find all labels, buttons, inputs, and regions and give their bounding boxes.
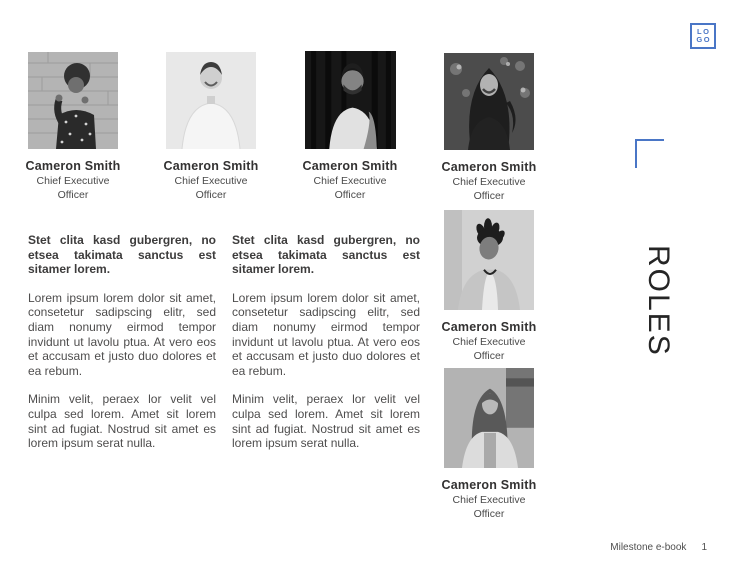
page-footer [610,542,707,553]
man-smiling-white-shirt-illustration [166,52,256,149]
woman-long-hair-light-jacket-illustration [444,368,534,468]
member-role: Chief Executive Officer [313,175,387,201]
member-role: Chief Executive Officer [174,175,248,201]
member-caption [283,159,417,202]
member-role: Chief Executive Officer [452,336,526,362]
body-paragraph: Lorem ipsum lorem dolor sit amet, consetetur sadipscing elitr, sed diam nonumy eirmod tempor invidunt ut lavolu ptua. At vero eos et accusam et justo duo dolores et ea rebum. [232,290,420,378]
team-member-card [441,210,537,363]
logo-line-1: LO [697,26,711,36]
section-title-roles: ROLES [642,245,675,357]
body-paragraph: Minim velit, peraex lor velit vel culpa sed lorem. Amet sit lorem sint ad fugiat. Nostrud sit amet es lorem ipsum serat nulla. [28,392,216,451]
woman-afro-brick-wall-illustration [28,52,118,149]
member-caption [6,159,140,202]
member-name: Cameron Smith [441,320,537,334]
body-paragraph: Lorem ipsum lorem dolor sit amet, consetetur sadipscing elitr, sed diam nonumy eirmod tempor invidunt ut lavolu ptua. At vero eos et accusam et justo duo dolores et ea rebum. [28,290,216,378]
portrait-photo [166,52,256,149]
member-name: Cameron Smith [302,159,398,173]
text-column-2 [232,233,420,465]
team-member-card [441,53,537,203]
team-member-card [25,52,121,202]
portrait-photo [305,51,396,149]
team-member-card [163,52,259,202]
portrait-photo [444,53,534,150]
lead-paragraph: Stet clita kasd gubergren, no etsea takimata sanctus est sitamer lorem. [232,233,420,277]
portrait-photo [444,210,534,310]
member-caption [144,159,278,202]
member-name: Cameron Smith [441,478,537,492]
corner-bracket-decoration [635,139,664,168]
member-role: Chief Executive Officer [36,175,110,201]
team-member-card [441,368,537,521]
lead-paragraph: Stet clita kasd gubergren, no etsea takimata sanctus est sitamer lorem. [28,233,216,277]
footer-page-number: 1 [701,542,707,553]
member-role: Chief Executive Officer [452,176,526,202]
smiling-woman-dark-top-illustration [444,53,534,150]
member-caption [422,320,556,363]
footer-book-title: Milestone e-book [610,542,687,553]
young-man-twists-light-jacket-illustration [444,210,534,310]
member-caption [422,160,556,203]
bearded-man-dark-curtain-illustration [305,51,396,149]
member-caption [422,478,556,521]
portrait-photo [28,52,118,149]
member-name: Cameron Smith [441,160,537,174]
team-member-card [302,51,398,202]
text-column-1 [28,233,216,465]
logo [690,23,716,49]
portrait-photo [444,368,534,468]
logo-line-2: GO [696,35,712,44]
member-name: Cameron Smith [163,159,259,173]
member-name: Cameron Smith [25,159,121,173]
body-paragraph: Minim velit, peraex lor velit vel culpa sed lorem. Amet sit lorem sint ad fugiat. Nostrud sit amet es lorem ipsum serat nulla. [232,392,420,451]
member-role: Chief Executive Officer [452,494,526,520]
